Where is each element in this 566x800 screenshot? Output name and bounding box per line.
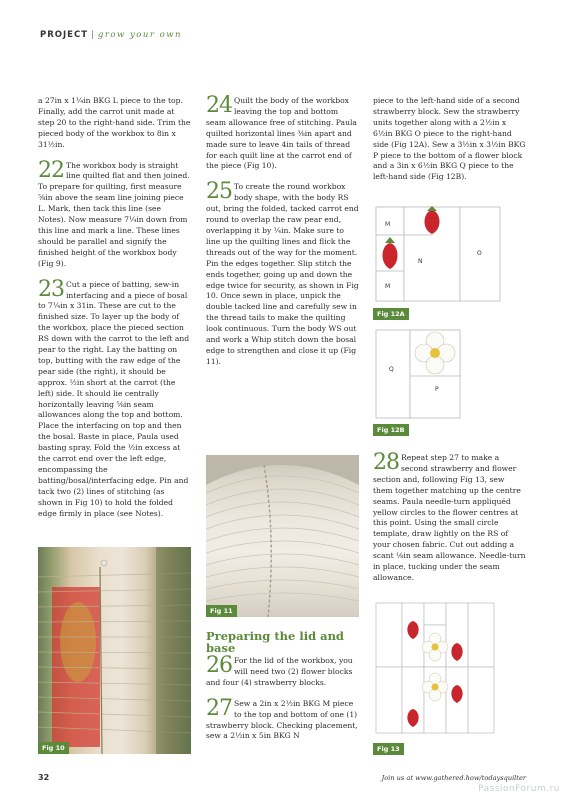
fig-12a-illustration: [373, 203, 526, 320]
fig-12a-m-top: M: [385, 221, 391, 228]
fig-12b-illustration: [373, 326, 526, 436]
step-27-text: Sew a 2in x 2½in BKG M piece to the top and bottom of one (1) strawberry block. Checking placement, sew a 2½in x 5in BKG N: [206, 698, 358, 741]
step-25: [206, 179, 359, 367]
step-27-number: 27: [206, 695, 232, 721]
step-24-number: 24: [206, 93, 232, 118]
column-2: [206, 93, 359, 368]
fig-10-photo: [38, 547, 191, 754]
step-28: [373, 450, 526, 584]
step-26-text: For the lid of the workbox, you will need two (2) flower blocks and four (4) strawberry blocks.: [206, 656, 353, 687]
watermark: PassionForum.ru: [478, 784, 560, 794]
fig-12b-q: Q: [389, 366, 394, 373]
column-2-lower: [206, 628, 359, 742]
fig-12b-p: P: [435, 386, 439, 393]
fig-13-label: Fig 13: [373, 743, 404, 755]
step-25-number: 25: [206, 179, 232, 205]
fig-10-illustration: [38, 547, 191, 754]
step-22-text: The workbox body is straight line quilted flat and then joined. To prepare for quilting, first measure ⅝in above the seam line joining piece L. Mark, then tack this line (see Notes). Now measure 7¼in down from this line and mark a line. These lines should be parallel and signify the finished height of the workbox body (Fig 9).: [38, 160, 190, 268]
step-22: [38, 157, 191, 270]
fig-12b-label: Fig 12B: [373, 424, 409, 436]
fig-13-illustration: [373, 599, 526, 755]
step-26-number: 26: [206, 653, 232, 678]
step-25-text: To create the round workbox body shape, with the body RS out, bring the folded, tacked carrot end round to overlap the raw pear end, overlapping it by ¼in. Make sure to line up the quilting lines and flick the threads out of the way for the moment. Pin the edges together. Slip stitch the ends together, going up and down the edge twice for security, as shown in Fig 10. Once sewn in place, unpick the double tacked line and carefully sew in the thread tails to make the quilting look continuous. Turn the body WS out and work a Whip stitch down the bosal edge to strengthen and close it up (Fig 11).: [206, 182, 359, 366]
page-number: 32: [38, 773, 50, 782]
fig-12b-diagram: [373, 326, 526, 436]
fig-12a-n: N: [418, 258, 423, 265]
step-23: [38, 276, 191, 520]
step-27: [206, 695, 359, 743]
footer-link: Join us at www.gathered.how/todaysquilter: [381, 774, 526, 782]
fig-11-photo: [206, 455, 359, 617]
fig-10-label: Fig 10: [38, 742, 69, 754]
step-28-number: 28: [373, 450, 399, 475]
header-project: PROJECT: [40, 30, 89, 40]
step-24: [206, 93, 359, 172]
fig-12a-label: Fig 12A: [373, 308, 409, 320]
column-3: [373, 96, 526, 183]
fig-11-illustration: [206, 455, 359, 617]
col3-intro: piece to the left-hand side of a second strawberry block. Sew the strawberry units together along with a 2½in x 6½in BKG O piece to the right-hand side (Fig 12A). Sew a 3½in x 3½in BKG P piece to the bottom of a flower block and a 3in x 6½in BKG Q piece to the left-hand side (Fig 12B).: [373, 96, 526, 182]
col1-intro: a 27in x 1¼in BKG L piece to the top. Finally, add the carrot unit made at step 20 to the right-hand side. Trim the pieced body of the workbox to 8in x 31½in.: [38, 96, 191, 149]
header-separator: |: [91, 30, 95, 40]
column-3-lower: [373, 450, 526, 584]
fig-12a-diagram: [373, 203, 526, 320]
step-28-text: Repeat step 27 to make a second strawberry and flower section and, following Fig 13, sew them together matching up the centre seams. Paula needle-turn appliquéd yellow circles to the flower centres at this point. Using the small circle template, draw lightly on the RS of your chosen fabric. Cut out adding a scant ⅛in seam allowance. Needle-turn in place, tucking under the seam allowance.: [373, 453, 526, 582]
fig-12a-o: O: [477, 250, 482, 257]
step-24-text: Quilt the body of the workbox leaving the top and bottom seam allowance free of stitching. Paula quilted horizontal lines ⅜in apart and made sure to leave 4in tails of thread for each quilt line at the carrot end of the piece (Fig 10).: [206, 96, 357, 171]
column-1: [38, 96, 191, 520]
page-header: [40, 30, 182, 40]
fig-13-diagram: [373, 599, 526, 755]
header-topic: grow your own: [97, 30, 183, 40]
section-title: Preparing the lid and base: [206, 629, 344, 655]
fig-11-label: Fig 11: [206, 605, 237, 617]
fig-12a-m-bottom: M: [385, 283, 391, 290]
step-26: [206, 653, 359, 689]
step-23-text: Cut a piece of batting, sew-in interfacing and a piece of bosal to 7¼in x 31in. These are cut to the finished size. To layer up the body of the workbox, place the pieced section RS down with the carrot to the left and pear to the right. Lay the batting on top, butting with the raw edge of the pear side (the right), it should be approx. ½in short at the carrot (the left) side. It should lie centrally horizontally leaving ⅝in seam allowances along the top and bottom. Place the interfacing on top and then the bosal. Baste in place, Paula used basting spray. Fold the ½in excess at the carrot end over the left edge, encompassing the batting/bosal/interfacing edge. Pin and tack two (2) lines of stitching (as shown in Fig 10) to hold the folded edge firmly in place (see Notes).: [38, 279, 190, 518]
step-22-number: 22: [38, 157, 64, 183]
step-23-number: 23: [38, 276, 64, 302]
